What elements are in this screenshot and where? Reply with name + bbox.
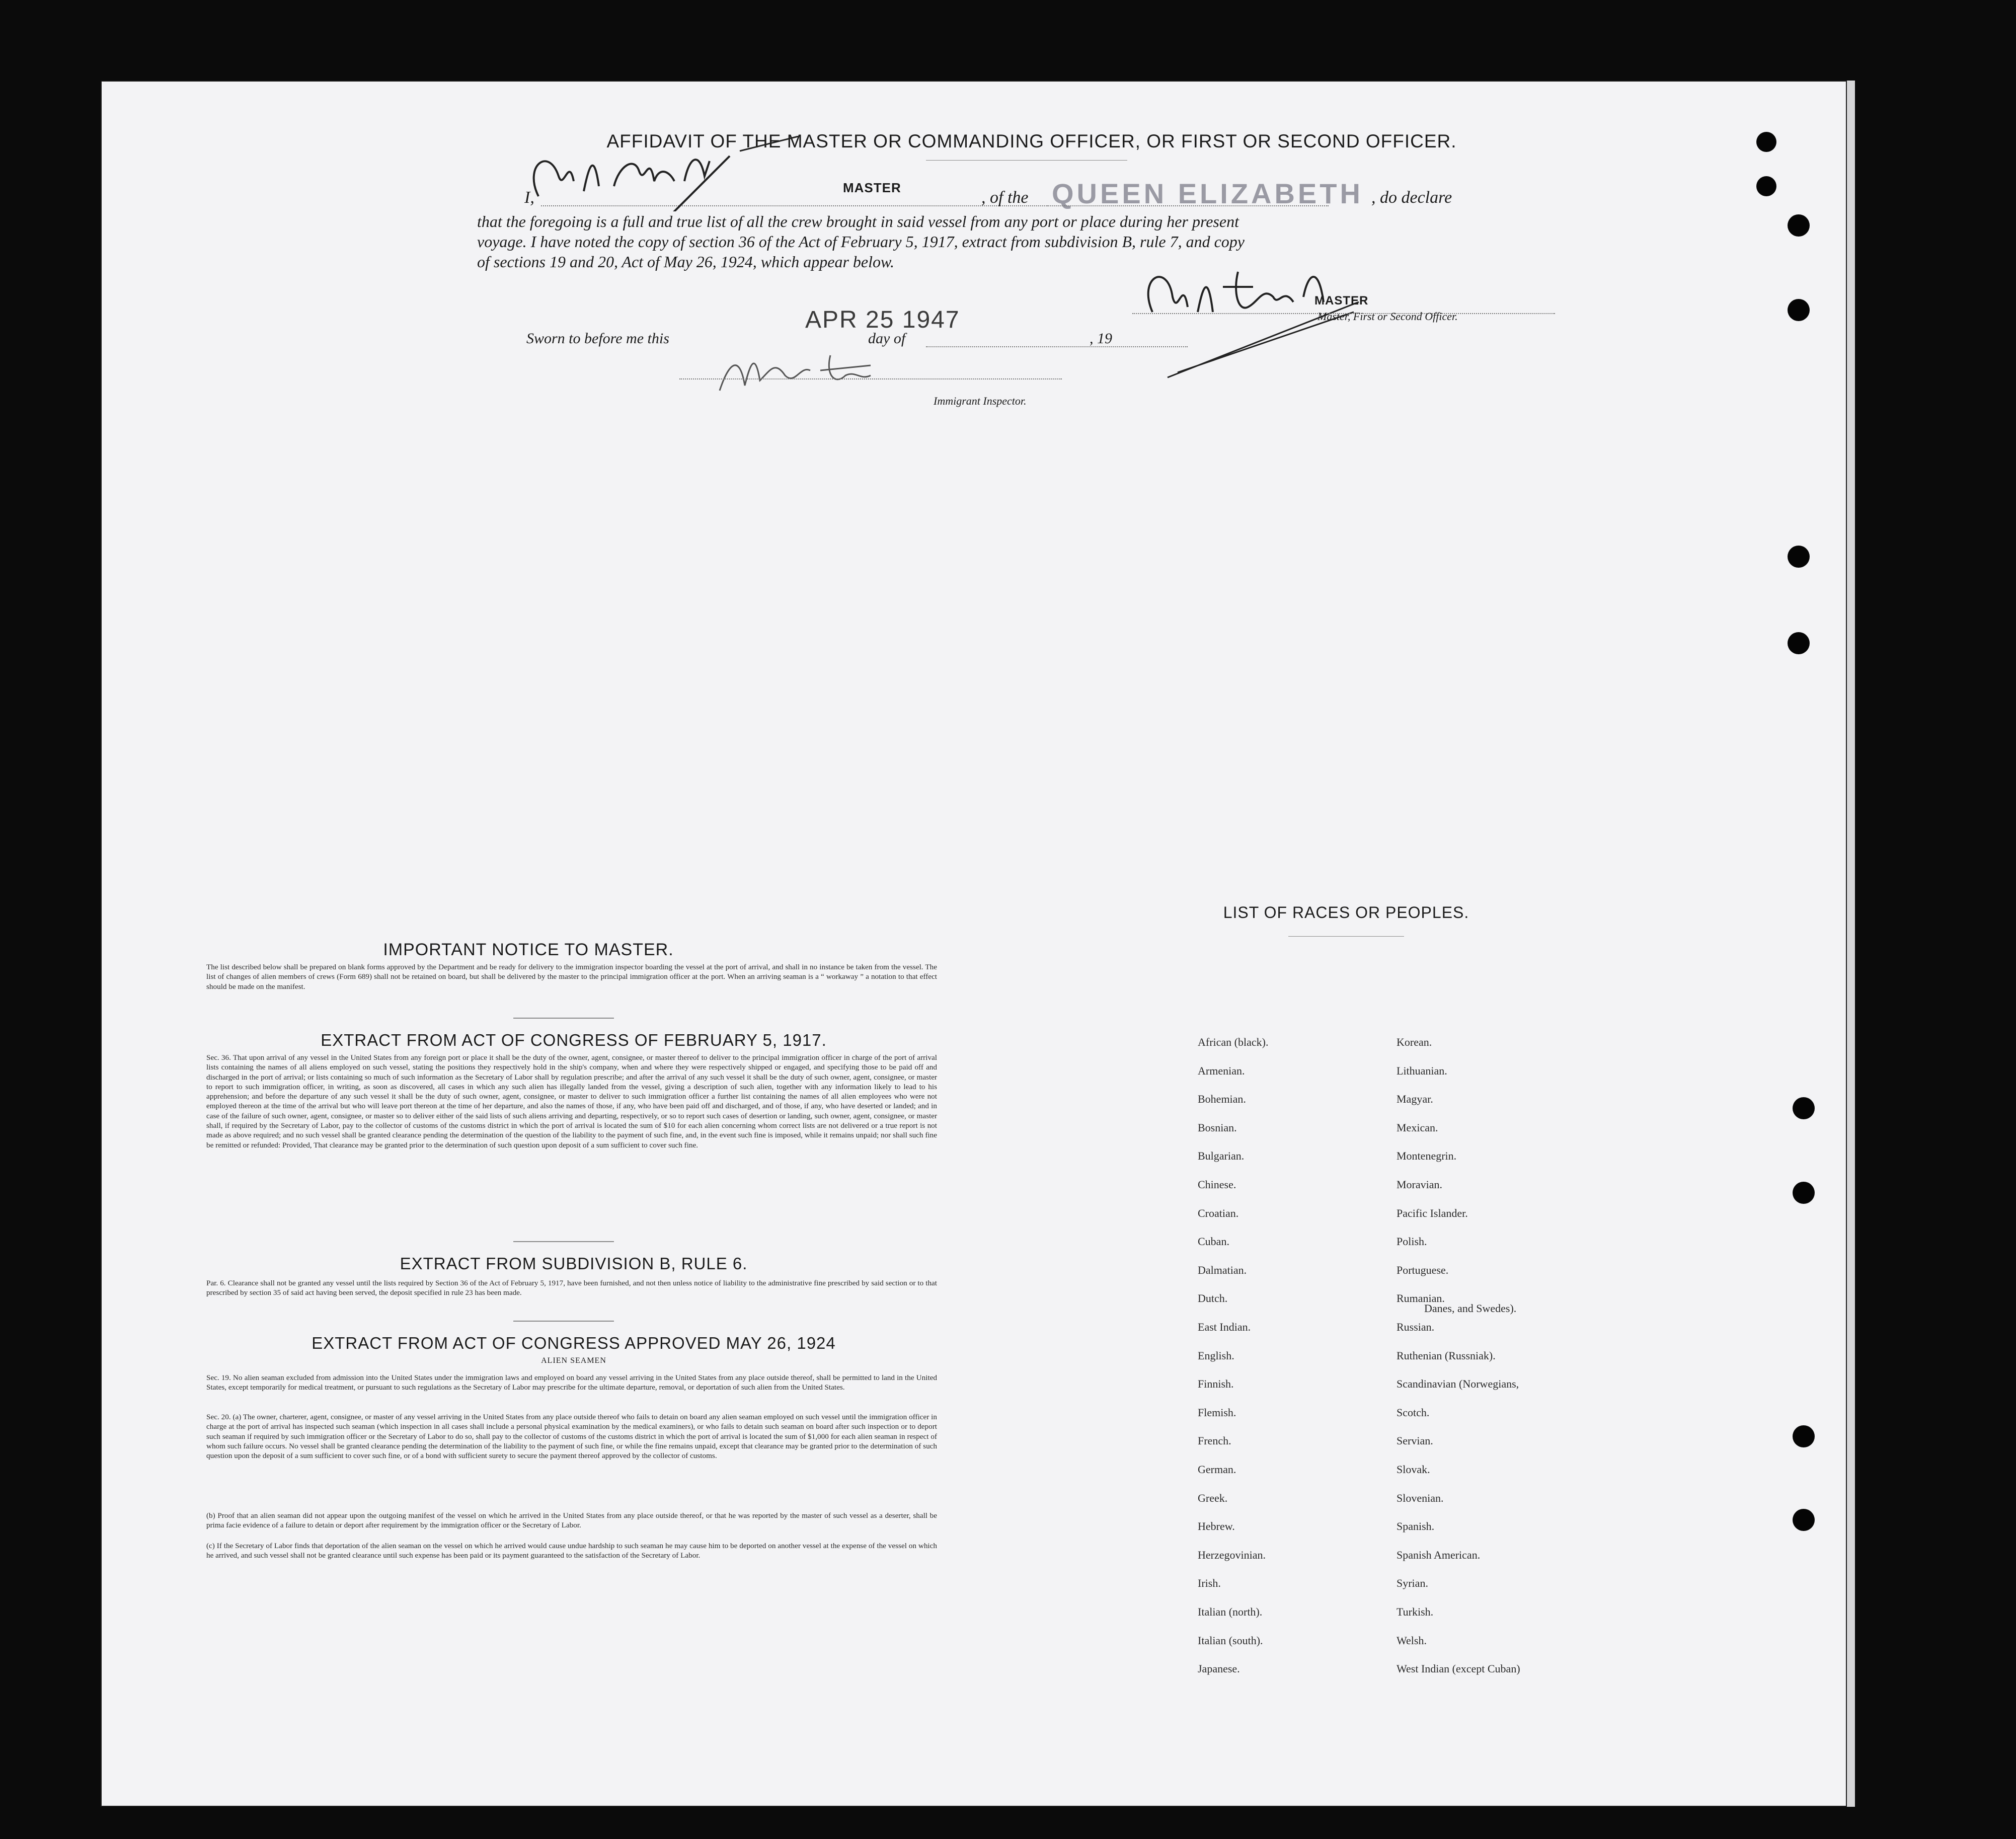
binder-hole — [1793, 1097, 1815, 1119]
race-right-item: Korean. — [1397, 1036, 1432, 1048]
affidavit-line-4: of sections 19 and 20, Act of May 26, 1924, which appear below. — [477, 253, 894, 271]
binder-hole — [1788, 214, 1810, 237]
race-right-item: Syrian. — [1397, 1577, 1428, 1590]
day-of-label: day of — [868, 330, 906, 347]
extract-1924-sec20a: Sec. 20. (a) The owner, charterer, agent, consignee, or master of any vessel arriving in the United States from any place outside thereof who fails to detain on board any alien seaman employed on such vessel until the immigration officer in charge at the port of arrival has inspected such seaman (which inspection in all cases shall include a personal physical examination by the medical examiners), or who fails to detain such seaman on board after such inspection or to deport such seaman if required by such immigration officer or the Secretary of Labor to do so, shall pay to the collector of customs of the customs district in which the port of arrival is located the sum of $1,000 for each alien seaman in respect of whom such failure occurs. No vessel shall be granted clearance pending the determination of the liability to the payment of such fine, or while the fine remains unpaid, except that clearance may be granted prior to the determination of such question upon the deposit of a sum sufficient to cover such fine, or of a bond with sufficient surety to secure the payment thereof approved by the collector of customs. — [206, 1413, 937, 1461]
race-left-item: African (black). — [1198, 1036, 1269, 1048]
binder-hole — [1788, 546, 1810, 568]
affidavit-title-rule — [926, 160, 1127, 161]
ship-name-stamp: QUEEN ELIZABETH — [1052, 178, 1363, 209]
paper-edge — [1847, 81, 1855, 1807]
race-right-item: Scandinavian (Norwegians, — [1397, 1377, 1519, 1391]
affidavit-line-2: that the foregoing is a full and true list of all the crew brought in said vessel from any port or place during her present — [477, 212, 1239, 231]
binder-hole — [1788, 632, 1810, 654]
binder-hole — [1793, 1182, 1815, 1204]
extract-1924-title: EXTRACT FROM ACT OF CONGRESS APPROVED MAY 26, 1924 — [312, 1334, 836, 1352]
year-label: , 19 — [1090, 330, 1112, 347]
date-stamp: APR 25 1947 — [805, 306, 960, 333]
race-left-item: Dutch. — [1198, 1292, 1228, 1305]
race-right-item: Lithuanian. — [1397, 1064, 1447, 1077]
of-the-label: , of the — [981, 188, 1029, 207]
race-left-item: Herzegovinian. — [1198, 1548, 1266, 1561]
extract-1917-title: EXTRACT FROM ACT OF CONGRESS OF FEBRUARY 5, 1917. — [321, 1031, 827, 1049]
subdivision-title: EXTRACT FROM SUBDIVISION B, RULE 6. — [400, 1254, 748, 1273]
binder-hole — [1793, 1425, 1815, 1447]
race-left-item: French. — [1198, 1434, 1231, 1447]
subdivision-body: Par. 6. Clearance shall not be granted any vessel until the lists required by Section 36 of the Act of February 5, 1917, have been furnished, and not then unless notice of liability to the administrative fine prescribed by said section or to that prescribed by section 35 of said act having been served, the deposit specified in rule 23 has been made. — [206, 1279, 937, 1297]
binder-hole — [1756, 176, 1776, 196]
race-left-item: English. — [1198, 1349, 1234, 1362]
race-left-item: Finnish. — [1198, 1377, 1234, 1391]
affidavit-i-label: I, — [524, 188, 534, 207]
race-right-item: Rumanian. — [1397, 1292, 1445, 1305]
race-right-item: Magyar. — [1397, 1093, 1433, 1106]
master-stamp: MASTER — [1314, 294, 1369, 308]
extract-1924-sec20c: (c) If the Secretary of Labor finds that deportation of the alien seaman on the vessel on which he arrived would cause undue hardship to such seaman he may cause him to be deported on another vessel at the expense of the vessel on which he arrived, and such vessel shall not be granted clearance until such expense has been paid or its payment guaranteed to the satisfaction of the Secretary of Labor. — [206, 1542, 937, 1560]
race-right-item: West Indian (except Cuban) — [1397, 1662, 1520, 1675]
race-right-item: Ruthenian (Russniak). — [1397, 1349, 1496, 1362]
race-left-item: Croatian. — [1198, 1206, 1239, 1219]
inspector-rule — [679, 378, 1062, 379]
binder-hole — [1756, 132, 1776, 152]
race-left-item: Hebrew. — [1198, 1520, 1235, 1533]
race-right-item: Moravian. — [1397, 1178, 1443, 1191]
extract-1924-subtitle: ALIEN SEAMEN — [541, 1356, 606, 1365]
notice-divider — [513, 1018, 614, 1019]
race-right-item: Pacific Islander. — [1397, 1206, 1468, 1219]
race-left-item: Flemish. — [1198, 1406, 1236, 1419]
race-left-item: Armenian. — [1198, 1064, 1245, 1077]
race-right-item: Montenegrin. — [1397, 1150, 1457, 1163]
race-left-item: Chinese. — [1198, 1178, 1236, 1191]
extract-1917-divider — [513, 1241, 614, 1242]
race-left-item: Bulgarian. — [1198, 1150, 1245, 1163]
inspector-signature — [710, 340, 921, 401]
race-right-item: Scotch. — [1397, 1406, 1430, 1419]
race-right-item: Slovak. — [1397, 1463, 1430, 1476]
master-signature-top — [518, 136, 871, 211]
binder-hole — [1788, 299, 1810, 321]
races-title-rule — [1288, 936, 1404, 937]
race-left-item: Bohemian. — [1198, 1093, 1246, 1106]
race-right-item: Turkish. — [1397, 1605, 1434, 1618]
officer-caption: Master, First or Second Officer. — [1317, 310, 1458, 323]
inspector-caption: Immigrant Inspector. — [934, 395, 1027, 407]
notice-title: IMPORTANT NOTICE TO MASTER. — [383, 940, 674, 959]
race-right-item: Welsh. — [1397, 1634, 1427, 1647]
race-left-item: Bosnian. — [1198, 1121, 1237, 1134]
race-right-item: Mexican. — [1397, 1121, 1438, 1134]
race-right-item: Slovenian. — [1397, 1491, 1444, 1504]
race-left-item: Japanese. — [1198, 1662, 1240, 1675]
race-left-item: Cuban. — [1198, 1235, 1229, 1248]
extract-1924-sec19: Sec. 19. No alien seaman excluded from admission into the United States under the immigration laws and employed on board any vessel arriving in the United States from any place outside thereof, shall be permitted to land in the United States, except temporarily for medical treatment, or pursuant to such regulations as the Secretary of Labor may prescribe for the ultimate departure, removal, or deportation of such alien from the United States. — [206, 1373, 937, 1392]
subdivision-divider — [513, 1321, 614, 1322]
race-right-item: Polish. — [1397, 1235, 1427, 1248]
race-right-item: Russian. — [1397, 1321, 1435, 1333]
month-rule — [926, 346, 1188, 347]
race-left-item: Irish. — [1198, 1577, 1221, 1590]
race-left-item: East Indian. — [1198, 1321, 1251, 1333]
race-left-item: Italian (south). — [1198, 1634, 1263, 1647]
race-right-item: Servian. — [1397, 1434, 1433, 1447]
race-left-item: Dalmatian. — [1198, 1263, 1247, 1276]
race-right-item: Spanish American. — [1397, 1548, 1481, 1561]
do-declare-label: , do declare — [1371, 188, 1452, 207]
races-title: LIST OF RACES OR PEOPLES. — [1223, 903, 1469, 922]
race-right-continuation: Danes, and Swedes). — [1424, 1302, 1517, 1315]
race-left-item: German. — [1198, 1463, 1236, 1476]
affidavit-title: AFFIDAVIT OF THE MASTER OR COMMANDING OFFICER, OR FIRST OR SECOND OFFICER. — [606, 131, 1457, 151]
race-right-item: Portuguese. — [1397, 1263, 1449, 1276]
affidavit-line-3: voyage. I have noted the copy of section 36 of the Act of February 5, 1917, extract from subdivision B, rule 7, and copy — [477, 233, 1245, 251]
race-left-item: Italian (north). — [1198, 1605, 1263, 1618]
manifest-page — [101, 81, 1847, 1807]
ship-rule — [1047, 205, 1329, 206]
notice-body: The list described below shall be prepared on blank forms approved by the Department and be ready for delivery to the immigration inspector boarding the vessel at the port of arrival, and shall in no instance be taken from the vessel. The list of changes of alien members of crews (Form 689) shall not be retained on board, but shall be delivered by the master to the principal immigration officer at the port. When an arriving seaman is a “ workaway ” a notation to that effect should be made on the manifest. — [206, 963, 937, 991]
race-left-item: Greek. — [1198, 1491, 1228, 1504]
race-right-item: Spanish. — [1397, 1520, 1435, 1533]
sworn-label: Sworn to before me this — [526, 330, 669, 347]
rank-stamp: MASTER — [843, 180, 901, 195]
binder-hole — [1793, 1509, 1815, 1531]
extract-1924-sec20b: (b) Proof that an alien seaman did not appear upon the outgoing manifest of the vessel on which he arrived in the United States from any place outside thereof, or that he was reported by the master of such vessel as a deserter, shall be prima facie evidence of a failure to detain or deport after requirement by the immigration officer or the Secretary of Labor. — [206, 1511, 937, 1530]
extract-1917-body: Sec. 36. That upon arrival of any vessel in the United States from any foreign port or place it shall be the duty of the owner, agent, consignee, or master thereof to deliver to the principal immigration officer in charge of the port of arrival lists containing the names of all aliens employed on such vessel, stating the positions they respectively hold in the ship's company, when and where they were respectively shipped or engaged, and specifying those to be paid off and discharged in the port of arrival; or lists containing so much of such information as the Secretary of Labor shall by regulation prescribe; and after the arrival of any such vessel it shall be the duty of such owner, agent, consignee, or master to report to such immigration officer, in writing, as soon as discovered, all cases in which any such alien has illegally landed from the vessel, giving a description of such alien, together with any information likely to lead to his apprehension; and before the departure of any such vessel it shall be the duty of such owner, agent, consignee, or master to deliver to such immigration officer a further list containing the names of all alien employees who were not employed thereon at the time of the arrival but who will leave port thereon at the time of her departure, and also the names of those, if any, who have been paid off and discharged, and of those, if any, who have deserted or landed; and in case of the failure of such owner, agent, consignee, or master so to deliver either of the said lists of such aliens arriving and departing, respectively, or so to report such cases of desertion or landing, such owner, agent, consignee, or master shall, if required by the Secretary of Labor, pay to the collector of customs of the customs district in which the port of arrival is located the sum of $10 for each alien concerning whom correct lists are not delivered or a true report is not made as above required; and no such vessel shall be granted clearance pending the determination of the question of the liability to the payment of such fine, and, in the event such fine is imposed, while it remains unpaid; nor shall such fine be remitted or refunded: Provided, That clearance may be granted prior to the determination of such question upon deposit of a sum sufficient to cover such fine. — [206, 1053, 937, 1150]
